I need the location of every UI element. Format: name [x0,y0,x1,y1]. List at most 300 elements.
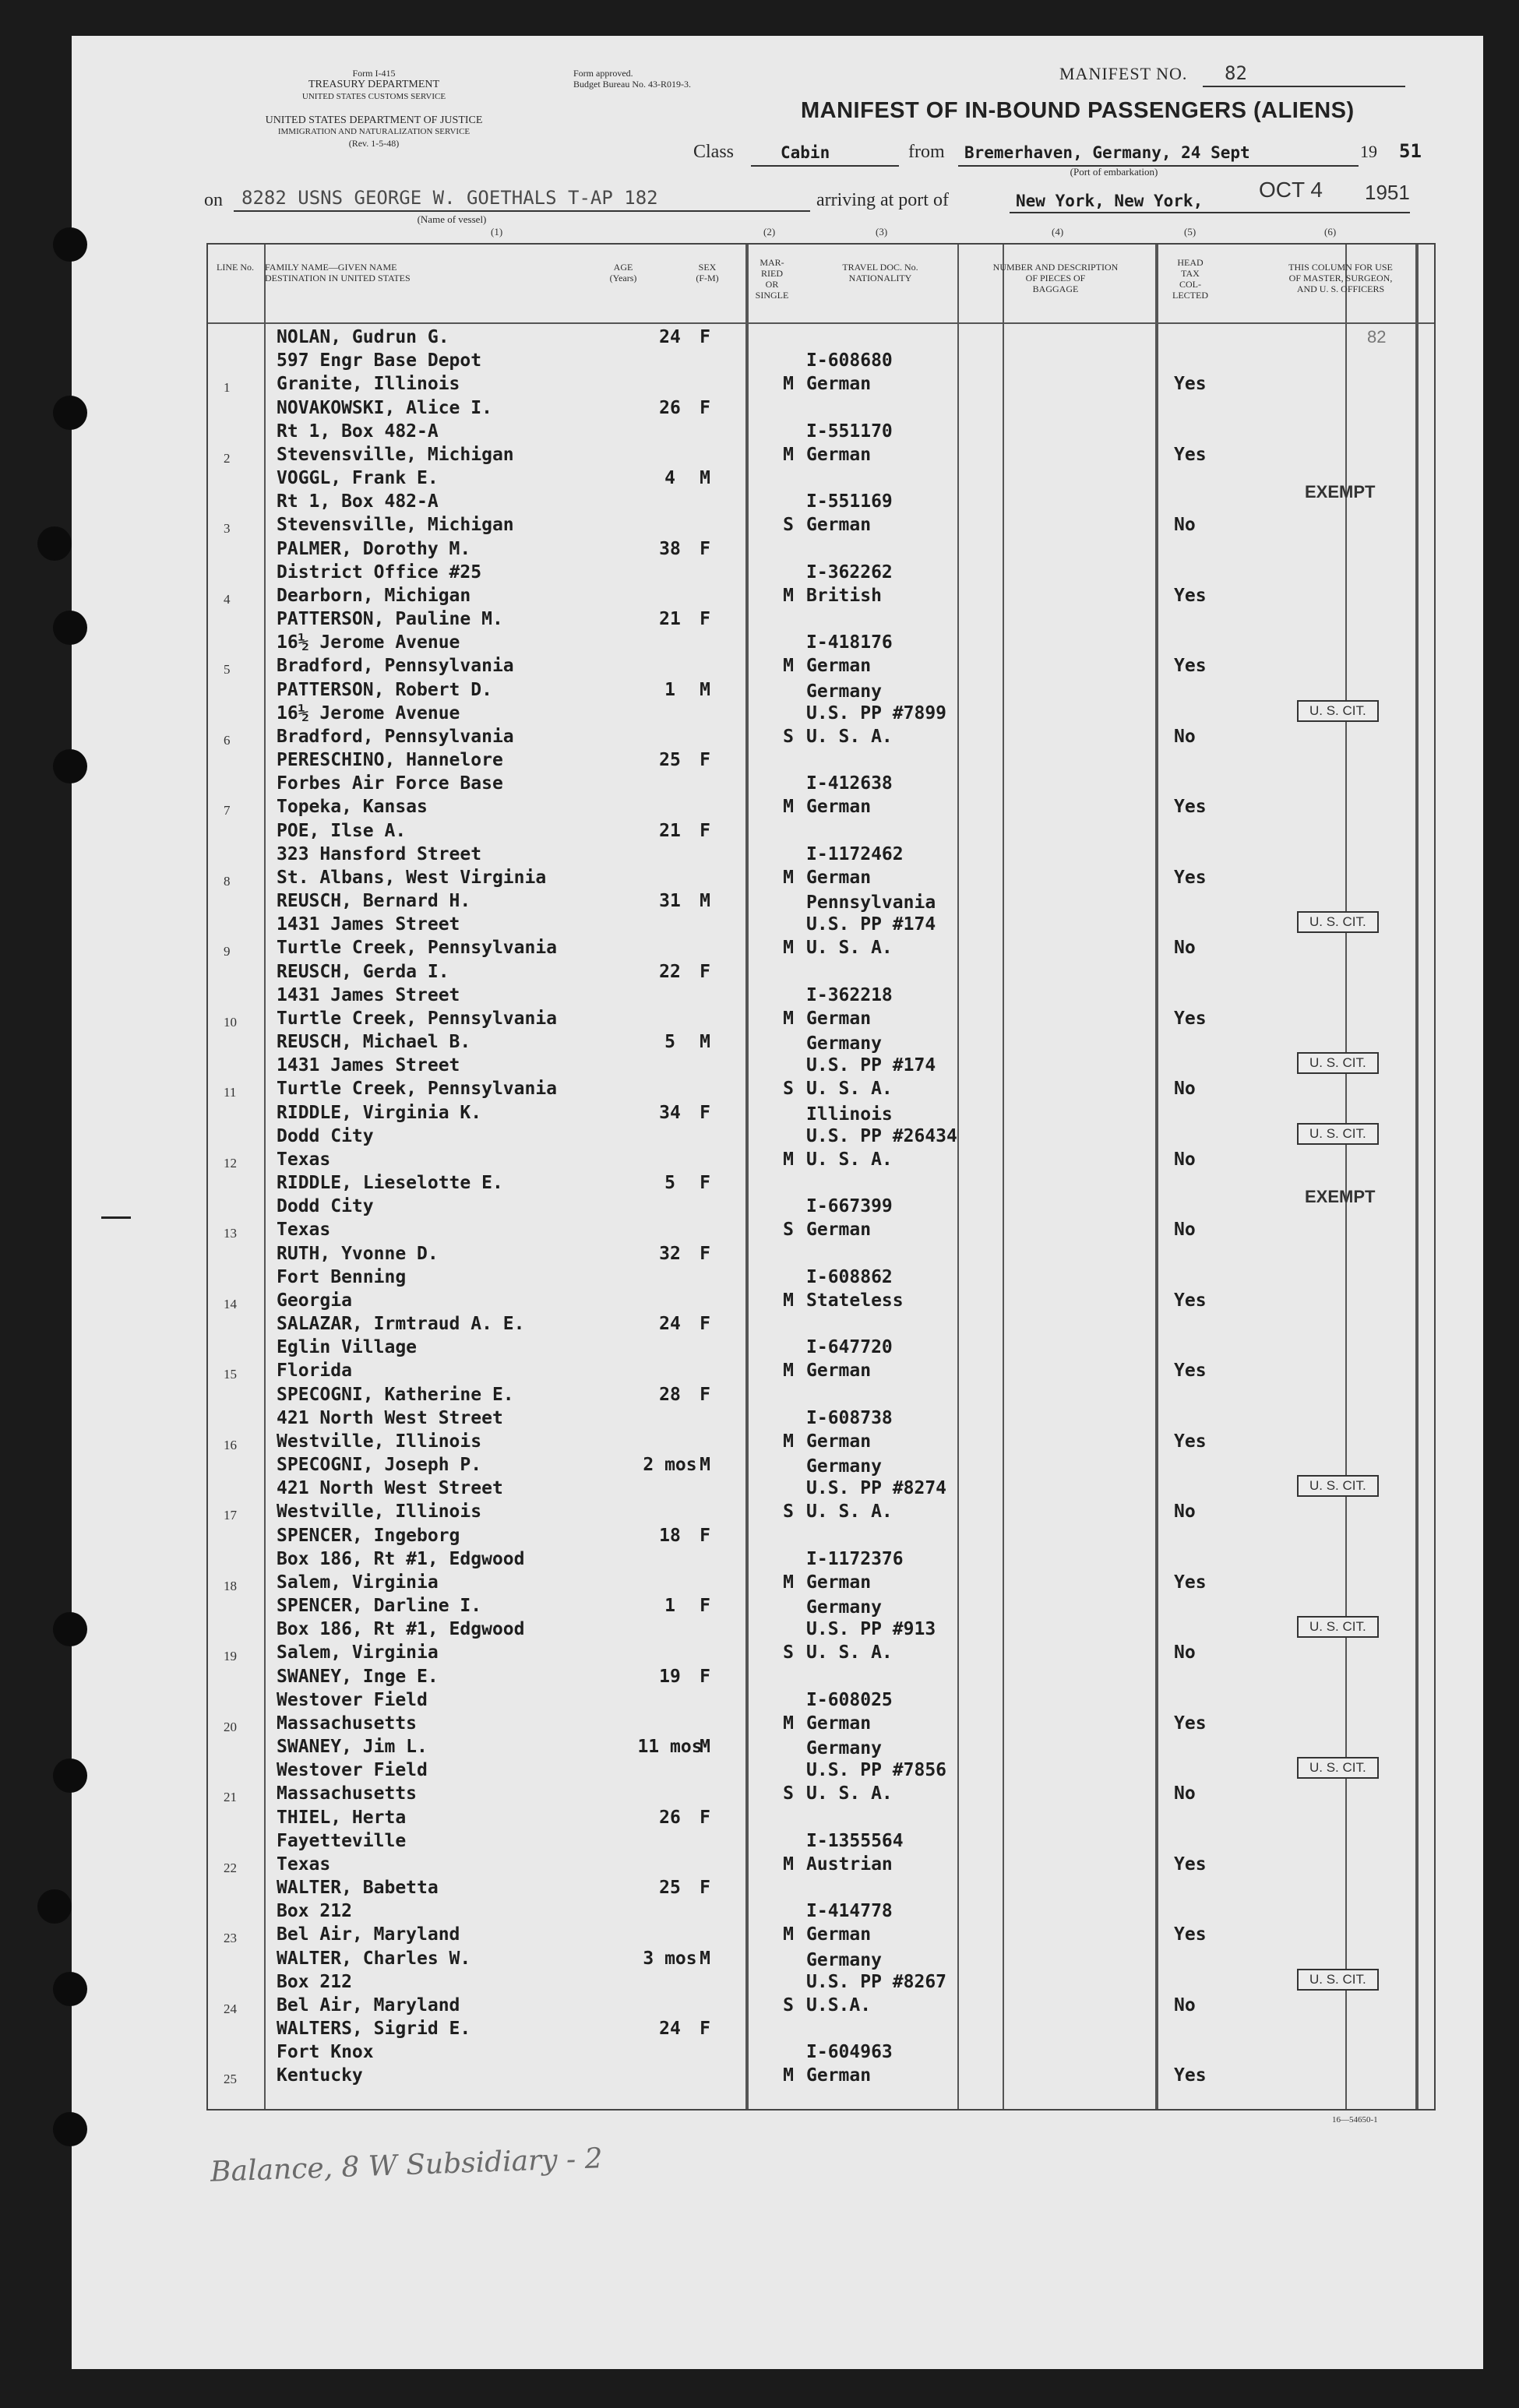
form-approved: Form approved. [573,68,633,79]
nationality: U. S. A. [806,1079,893,1099]
age: 32 [659,1243,681,1264]
address-line: Bel Air, Maryland [277,1994,460,2015]
address-line: St. Albans, West Virginia [277,867,547,888]
address-line: 1431 James Street [277,914,460,935]
passenger-name: WALTERS, Sigrid E. [277,2019,471,2039]
address-line: 1431 James Street [277,1055,460,1076]
table-row [206,537,1433,607]
from-label: from [908,142,945,162]
table-row [206,2017,1433,2087]
header-married: MAR- RIED OR SINGLE [755,257,789,301]
table-row [206,1876,1433,1946]
table-row [206,1383,1433,1453]
marital-status: M [783,797,794,817]
exempt-stamp: EXEMPT [1305,482,1376,502]
passenger-name: REUSCH, Bernard H. [277,891,471,911]
age: 28 [659,1384,681,1405]
punch-hole [53,611,87,645]
age: 24 [659,1314,681,1334]
table-row [206,1594,1433,1664]
line-number: 8 [224,873,231,889]
vessel-name: 8282 USNS GEORGE W. GOETHALS T-AP 182 [241,187,658,209]
marital-status: M [783,1854,794,1875]
sex: F [700,1807,710,1828]
manifest-title: MANIFEST OF IN-BOUND PASSENGERS (ALIENS) [801,98,1355,123]
passenger-name: NOVAKOWSKI, Alice I. [277,397,492,418]
address-line: Salem, Virginia [277,1572,439,1593]
head-tax: Yes [1174,374,1207,394]
travel-doc-origin: Germany [806,681,882,702]
marital-status: M [783,2065,794,2086]
age: 11 mos [637,1737,703,1757]
header-age: AGE (Years) [609,262,637,283]
arrival-date-stamp: OCT 4 [1259,178,1323,202]
address-line: 323 Hansford Street [277,843,482,864]
arrival-year-stamp: 1951 [1365,181,1410,204]
nationality: Stateless [806,1290,904,1311]
table-row [206,1947,1433,2017]
head-tax: Yes [1174,1431,1207,1452]
sex: F [700,750,710,770]
head-tax: No [1174,1149,1196,1170]
sex: M [700,1455,710,1475]
passenger-name: PATTERSON, Pauline M. [277,609,503,629]
head-tax: Yes [1174,656,1207,676]
col-number: (5) [1184,226,1197,238]
head-tax: Yes [1174,2065,1207,2086]
address-line: 597 Engr Base Depot [277,350,482,371]
travel-doc-number: I-412638 [806,773,893,794]
line-number: 5 [224,662,231,677]
head-tax: No [1174,1783,1196,1804]
travel-doc-origin: Germany [806,1949,882,1970]
nationality: Austrian [806,1854,893,1875]
table-row [206,396,1433,466]
travel-doc-number: I-608680 [806,350,893,371]
punch-hole [53,2112,87,2146]
punch-hole [53,749,87,783]
arrival-port: New York, New York, [1016,192,1204,210]
col-number: (1) [491,226,503,238]
head-tax: Yes [1174,1854,1207,1875]
punch-hole [53,1612,87,1646]
line-number: 22 [224,1860,237,1875]
address-line: Box 186, Rt #1, Edgwood [277,1619,525,1639]
address-line: Massachusetts [277,1783,418,1804]
revision: (Rev. 1-5-48) [348,138,400,149]
travel-doc-number: U.S. PP #7899 [806,702,947,723]
address-line: Texas [277,1220,331,1240]
address-line: Fayetteville [277,1830,407,1851]
travel-doc-origin: Pennsylvania [806,892,936,913]
sex: F [700,327,710,347]
nationality: German [806,1713,872,1734]
marital-status: M [783,656,794,676]
header-line-no: LINE No. [217,262,254,273]
table-row [206,607,1433,678]
nationality: U. S. A. [806,938,893,958]
head-tax: Yes [1174,444,1207,465]
age: 21 [659,820,681,841]
us-citizen-stamp: U. S. CIT. [1297,1475,1379,1497]
arriving-label: arriving at port of [816,190,949,210]
immigration-service: IMMIGRATION AND NATURALIZATION SERVICE [277,127,471,136]
head-tax: Yes [1174,797,1207,817]
address-line: Fort Knox [277,2042,374,2062]
marital-status: M [783,374,794,394]
table-row [206,960,1433,1030]
marital-status: S [783,1220,794,1240]
line-number: 21 [224,1790,237,1804]
marital-status: M [783,867,794,888]
address-line: Granite, Illinois [277,374,460,394]
travel-doc-number: I-362262 [806,562,893,583]
address-line: Bel Air, Maryland [277,1924,460,1945]
embarkation-port: Bremerhaven, Germany, 24 Sept [964,143,1250,162]
form-code: 16—54650-1 [1332,2115,1378,2125]
address-line: Texas [277,1854,331,1875]
line-number: 1 [224,380,231,395]
nationality: German [806,1431,872,1452]
travel-doc-number: I-647720 [806,1337,893,1357]
age: 31 [659,891,681,911]
sex: F [700,609,710,629]
header-name: FAMILY NAME—GIVEN NAME DESTINATION IN UNITED STATES [265,262,411,283]
passenger-name: WALTER, Charles W. [277,1948,471,1969]
age: 4 [664,468,675,488]
head-tax: Yes [1174,1572,1207,1593]
sex: M [700,1737,710,1757]
age: 5 [664,1173,675,1193]
marital-status: M [783,1361,794,1381]
address-line: Westover Field [277,1689,428,1710]
age: 22 [659,961,681,982]
address-line: Fort Benning [277,1266,407,1287]
passenger-name: SPECOGNI, Katherine E. [277,1384,514,1405]
address-line: Rt 1, Box 482-A [277,421,439,442]
us-citizen-stamp: U. S. CIT. [1297,911,1379,933]
address-line: Westville, Illinois [277,1501,482,1522]
table-row [206,1453,1433,1523]
travel-doc-number: U.S. PP #8274 [806,1478,947,1498]
marital-status: S [783,1642,794,1663]
line-number: 7 [224,803,231,818]
head-tax: No [1174,1994,1196,2015]
age: 24 [659,327,681,347]
nationality: German [806,797,872,817]
travel-doc-origin: Germany [806,1033,882,1054]
address-line: Georgia [277,1290,352,1311]
age: 1 [664,1596,675,1616]
nationality: U.S.A. [806,1994,872,2015]
us-citizen-stamp: U. S. CIT. [1297,1616,1379,1638]
address-line: Stevensville, Michigan [277,515,514,535]
address-line: Kentucky [277,2065,363,2086]
age: 25 [659,1878,681,1898]
travel-doc-number: U.S. PP #26434 [806,1125,957,1146]
manifest-label: MANIFEST NO. [1059,64,1188,83]
nationality: German [806,2065,872,2086]
col-number: (2) [763,226,776,238]
exempt-stamp: EXEMPT [1305,1187,1376,1206]
passenger-name: PALMER, Dorothy M. [277,538,471,559]
line-number: 4 [224,591,231,607]
line-number: 10 [224,1014,237,1030]
punch-hole [53,1758,87,1793]
age: 34 [659,1102,681,1123]
us-citizen-stamp: U. S. CIT. [1297,1052,1379,1074]
travel-doc-number: I-604963 [806,2042,893,2062]
passenger-name: SPENCER, Ingeborg [277,1525,460,1546]
address-line: Massachusetts [277,1713,418,1734]
table-row [206,748,1433,819]
nationality: U. S. A. [806,1783,893,1804]
sex: F [700,961,710,982]
head-tax: No [1174,1501,1196,1522]
officer-note: 82 [1367,327,1387,347]
line-number: 19 [224,1649,237,1663]
us-citizen-stamp: U. S. CIT. [1297,1123,1379,1145]
travel-doc-number: I-608862 [806,1266,893,1287]
manifest-number: 82 [1225,62,1247,84]
age: 3 mos [643,1948,697,1969]
travel-doc-number: I-551170 [806,421,893,442]
col-number: (4) [1052,226,1064,238]
sex: F [700,1666,710,1687]
us-citizen-stamp: U. S. CIT. [1297,700,1379,722]
travel-doc-number: I-608025 [806,1689,893,1710]
marital-status: M [783,1149,794,1170]
age: 1 [664,679,675,700]
address-line: Florida [277,1361,352,1381]
nationality: German [806,867,872,888]
head-tax: Yes [1174,1008,1207,1029]
marital-status: S [783,1501,794,1522]
address-line: 1431 James Street [277,984,460,1005]
nationality: German [806,1220,872,1240]
head-tax: Yes [1174,1361,1207,1381]
address-line: Stevensville, Michigan [277,444,514,465]
travel-doc-origin: Germany [806,1738,882,1758]
marital-status: M [783,1572,794,1593]
nationality: German [806,656,872,676]
head-tax: Yes [1174,585,1207,606]
punch-hole [37,1889,72,1924]
travel-doc-number: U.S. PP #913 [806,1619,936,1639]
header-baggage: NUMBER AND DESCRIPTION OF PIECES OF BAGGAGE [992,262,1119,294]
table-row [206,466,1433,537]
sex: M [700,891,710,911]
address-line: Salem, Virginia [277,1642,439,1663]
address-line: Dodd City [277,1196,374,1216]
sex: F [700,1102,710,1123]
age: 25 [659,750,681,770]
travel-doc-origin: Illinois [806,1104,893,1125]
us-citizen-stamp: U. S. CIT. [1297,1757,1379,1779]
address-line: Dodd City [277,1125,374,1146]
travel-doc-number: U.S. PP #8267 [806,1971,947,1992]
address-line: Rt 1, Box 482-A [277,491,439,512]
sex: F [700,2019,710,2039]
punch-hole [37,526,72,561]
line-number: 24 [224,2001,237,2016]
line-number: 18 [224,1578,237,1593]
address-line: Turtle Creek, Pennsylvania [277,1079,558,1099]
sex: F [700,820,710,841]
line-number: 6 [224,732,231,748]
head-tax: No [1174,1642,1196,1663]
address-line: Forbes Air Force Base [277,773,503,794]
passenger-name: SWANEY, Jim L. [277,1737,428,1757]
year-prefix: 19 [1360,142,1377,161]
head-tax: No [1174,1220,1196,1240]
treasury-dept: TREASURY DEPARTMENT [308,79,440,90]
marital-status: M [783,1008,794,1029]
travel-doc-number: U.S. PP #7856 [806,1760,947,1780]
passenger-name: THIEL, Herta [277,1807,407,1828]
justice-dept: UNITED STATES DEPARTMENT OF JUSTICE [265,114,483,126]
edge-mark [101,1216,131,1219]
travel-doc-number: I-1172376 [806,1548,904,1569]
age: 19 [659,1666,681,1687]
address-line: 16½ Jerome Avenue [277,702,460,723]
age: 18 [659,1525,681,1546]
address-line: Topeka, Kansas [277,797,428,817]
marital-status: M [783,585,794,606]
passenger-name: SALAZAR, Irmtraud A. E. [277,1314,525,1334]
marital-status: S [783,515,794,535]
address-line: Eglin Village [277,1337,418,1357]
passenger-name: PATTERSON, Robert D. [277,679,492,700]
table-row [206,889,1433,959]
col-number: (3) [876,226,888,238]
punch-hole [53,1972,87,2006]
passenger-name: RIDDLE, Lieselotte E. [277,1173,503,1193]
nationality: British [806,585,882,606]
sex: F [700,538,710,559]
sex: F [700,1173,710,1193]
travel-doc-origin: Germany [806,1597,882,1618]
nationality: German [806,444,872,465]
address-line: Turtle Creek, Pennsylvania [277,938,558,958]
passenger-name: REUSCH, Gerda I. [277,961,449,982]
table-row [206,1735,1433,1805]
nationality: U. S. A. [806,726,893,747]
address-line: Box 212 [277,1971,352,1992]
budget-bureau: Budget Bureau No. 43-R019-3. [573,79,691,90]
class-value: Cabin [781,143,830,162]
age: 5 [664,1032,675,1052]
passenger-name: RIDDLE, Virginia K. [277,1102,482,1123]
line-number: 17 [224,1508,237,1523]
table-row [206,1524,1433,1594]
address-line: 421 North West Street [277,1407,503,1428]
nationality: U. S. A. [806,1501,893,1522]
line-number: 3 [224,521,231,536]
passenger-name: SWANEY, Inge E. [277,1666,439,1687]
travel-doc-number: I-1355564 [806,1830,904,1851]
passenger-name: SPENCER, Darline I. [277,1596,482,1616]
sex: F [700,1878,710,1898]
travel-doc-number: U.S. PP #174 [806,914,936,935]
head-tax: Yes [1174,867,1207,888]
table-row [206,1242,1433,1312]
sex: F [700,1314,710,1334]
passenger-name: PERESCHINO, Hannelore [277,750,503,770]
address-line: Bradford, Pennsylvania [277,656,514,676]
sex: F [700,397,710,418]
sex: F [700,1525,710,1546]
travel-doc-number: I-418176 [806,632,893,653]
marital-status: S [783,726,794,747]
sex: F [700,1243,710,1264]
us-citizen-stamp: U. S. CIT. [1297,1969,1379,1991]
travel-doc-number: I-608738 [806,1407,893,1428]
travel-doc-origin: Germany [806,1456,882,1477]
embarkation-note: (Port of embarkation) [1070,166,1158,178]
age: 21 [659,609,681,629]
class-label: Class [693,142,735,162]
line-number: 20 [224,1719,237,1734]
nationality: German [806,1361,872,1381]
travel-doc-number: I-1172462 [806,843,904,864]
form-number: Form I-415 [352,68,396,79]
line-number: 13 [224,1226,237,1241]
address-line: 16½ Jerome Avenue [277,632,460,653]
age: 2 mos [643,1455,697,1475]
line-number: 11 [224,1085,237,1100]
address-line: Dearborn, Michigan [277,585,471,606]
header-officers: THIS COLUMN FOR USE OF MASTER, SURGEON, AND U. S. OFFICERS [1288,262,1393,294]
passenger-name: REUSCH, Michael B. [277,1032,471,1052]
marital-status: S [783,1994,794,2015]
table-row [206,819,1433,889]
travel-doc-number: U.S. PP #174 [806,1055,936,1076]
marital-status: S [783,1783,794,1804]
marital-status: M [783,1290,794,1311]
handwritten-note: Balance, 8 W Subsidiary - 2 [210,2142,604,2188]
address-line: Box 212 [277,1901,352,1921]
travel-doc-number: I-667399 [806,1196,893,1216]
head-tax: Yes [1174,1713,1207,1734]
header-travel-doc: TRAVEL DOC. No. NATIONALITY [842,262,918,283]
address-line: Box 186, Rt #1, Edgwood [277,1548,525,1569]
marital-status: M [783,1431,794,1452]
table-row [206,326,1433,396]
marital-status: M [783,1924,794,1945]
passenger-name: SPECOGNI, Joseph P. [277,1455,482,1475]
marital-status: S [783,1079,794,1099]
address-line: Texas [277,1149,331,1170]
year-value: 51 [1399,140,1422,162]
line-number: 25 [224,2072,237,2086]
table-row [206,1312,1433,1382]
col-number: (6) [1324,226,1337,238]
passenger-name: POE, Ilse A. [277,820,407,841]
sex: M [700,468,710,488]
age: 26 [659,1807,681,1828]
age: 38 [659,538,681,559]
head-tax: No [1174,938,1196,958]
sex: F [700,1384,710,1405]
travel-doc-number: I-551169 [806,491,893,512]
sex: M [700,1948,710,1969]
customs-service: UNITED STATES CUSTOMS SERVICE [301,92,446,101]
sex: M [700,679,710,700]
marital-status: M [783,1713,794,1734]
nationality: German [806,1572,872,1593]
address-line: District Office #25 [277,562,482,583]
